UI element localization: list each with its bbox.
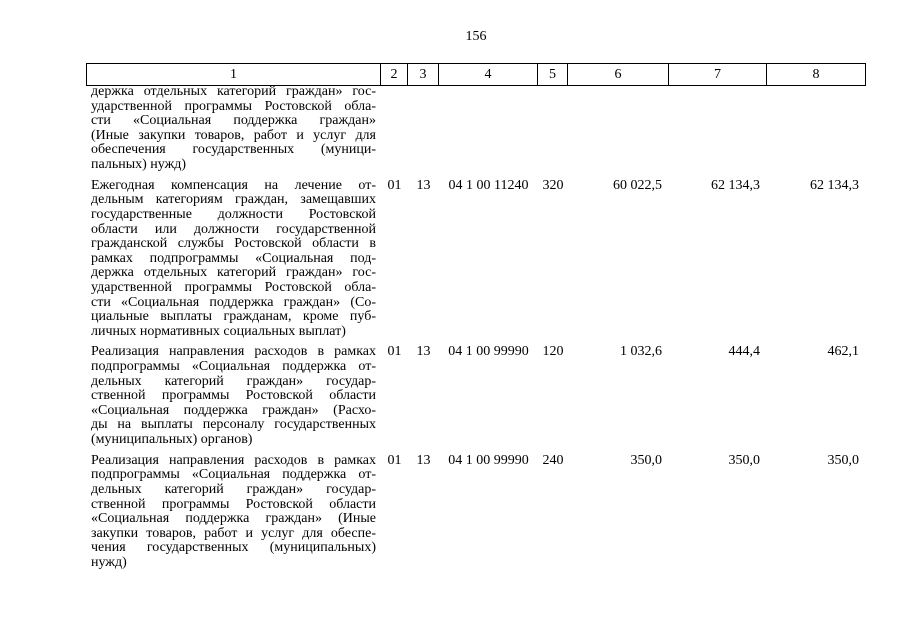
cell-empty — [408, 85, 439, 173]
cell-amount-col6: 350,0 — [630, 452, 662, 468]
description-line: «Социальная поддержка граждан» (Иные — [91, 511, 376, 527]
table-row — [87, 454, 866, 577]
cell-empty — [439, 85, 538, 173]
description-line: держка отдельных категорий граждан» гос- — [91, 265, 376, 281]
column-header-5: 5 — [538, 64, 568, 85]
description-line: Реализация направления расходов в рамках — [91, 344, 376, 360]
cell-amount-col7: 444,4 — [728, 344, 760, 360]
column-header-6: 6 — [568, 64, 669, 85]
description-line: подпрограммы «Социальная поддержка от- — [91, 467, 376, 483]
cell-amount-col7: 62 134,3 — [711, 177, 760, 193]
cell-target-code: 04 1 00 99990 — [448, 452, 529, 468]
cell-empty — [669, 85, 767, 173]
cell-expense-type: 240 — [542, 452, 564, 468]
description-line: сти «Социальная поддержка граждан» (Со- — [91, 294, 376, 310]
column-header-1: 1 — [87, 64, 381, 85]
description-line: гражданской службы Ростовской области в — [91, 236, 376, 252]
description-line: сти «Социальная поддержка граждан» — [91, 113, 376, 129]
table-row — [87, 85, 866, 179]
description-line: дельных категорий граждан» государ- — [91, 373, 376, 389]
description-line: (Иные закупки товаров, работ и услуг для — [91, 127, 376, 143]
cell-section: 01 — [387, 344, 402, 360]
description-line: (муниципальных) органов) — [91, 432, 253, 448]
cell-target-code: 04 1 00 99990 — [448, 344, 529, 360]
description-line: подпрограммы «Социальная поддержка от- — [91, 359, 376, 375]
description-line: пальных) нужд) — [91, 156, 187, 172]
description-line: чения государственных (муниципальных) — [91, 540, 376, 556]
table-row — [87, 345, 866, 453]
cell-amount-col8: 350,0 — [827, 452, 859, 468]
cell-expense-type: 320 — [542, 177, 564, 193]
description-line: нужд) — [91, 554, 127, 570]
cell-subsection: 13 — [416, 177, 431, 193]
cell-amount-col8: 462,1 — [827, 344, 859, 360]
description-line: области или должности государственной — [91, 221, 376, 237]
column-header-3: 3 — [408, 64, 439, 85]
cell-amount-col8: 62 134,3 — [810, 177, 859, 193]
cell-section: 01 — [387, 177, 402, 193]
table-body — [87, 85, 866, 577]
description-line: дельным категориям граждан, замещавших — [91, 192, 376, 208]
description-line: государственные должности Ростовской — [91, 206, 376, 222]
cell-subsection: 13 — [416, 344, 431, 360]
cell-amount-col6: 1 032,6 — [620, 344, 662, 360]
cell-subsection: 13 — [416, 452, 431, 468]
cell-expense-type: 120 — [542, 344, 564, 360]
row-description — [87, 179, 381, 340]
row-description — [87, 85, 381, 173]
page-number: 156 — [465, 29, 487, 44]
description-line: ударственной программы Ростовской обла- — [91, 279, 376, 295]
description-line: обеспечения государственных (муници- — [91, 142, 376, 158]
row-description — [87, 345, 381, 447]
description-line: держка отдельных категорий граждан» гос- — [91, 84, 376, 99]
description-line: Реализация направления расходов в рамках — [91, 452, 376, 468]
description-line: закупки товаров, работ и услуг для обеспе- — [91, 525, 376, 541]
description-line: ударственной программы Ростовской обла- — [91, 98, 376, 114]
cell-empty — [381, 85, 408, 173]
cell-empty — [767, 85, 866, 173]
cell-section: 01 — [387, 452, 402, 468]
description-line: «Социальная поддержка граждан» (Расхо- — [91, 402, 376, 418]
cell-empty — [538, 85, 568, 173]
description-line: ственной программы Ростовской области — [91, 388, 376, 404]
column-header-7: 7 — [669, 64, 767, 85]
column-header-8: 8 — [767, 64, 866, 85]
cell-amount-col7: 350,0 — [728, 452, 760, 468]
column-header-4: 4 — [439, 64, 538, 85]
description-line: Ежегодная компенсация на лечение от- — [91, 177, 376, 193]
table-header-row — [86, 63, 866, 86]
description-line: рамках подпрограммы «Социальная под- — [91, 250, 376, 266]
cell-target-code: 04 1 00 11240 — [448, 177, 529, 193]
row-description — [87, 454, 381, 571]
cell-amount-col6: 60 022,5 — [613, 177, 662, 193]
cell-empty — [568, 85, 669, 173]
description-line: циальные выплаты гражданам, кроме пуб- — [91, 309, 376, 325]
column-header-2: 2 — [381, 64, 408, 85]
description-line: ды на выплаты персоналу государственных — [91, 417, 376, 433]
description-line: ственной программы Ростовской области — [91, 496, 376, 512]
description-line: дельных категорий граждан» государ- — [91, 482, 376, 497]
table-row — [87, 179, 866, 346]
description-line: личных нормативных социальных выплат) — [91, 323, 346, 339]
